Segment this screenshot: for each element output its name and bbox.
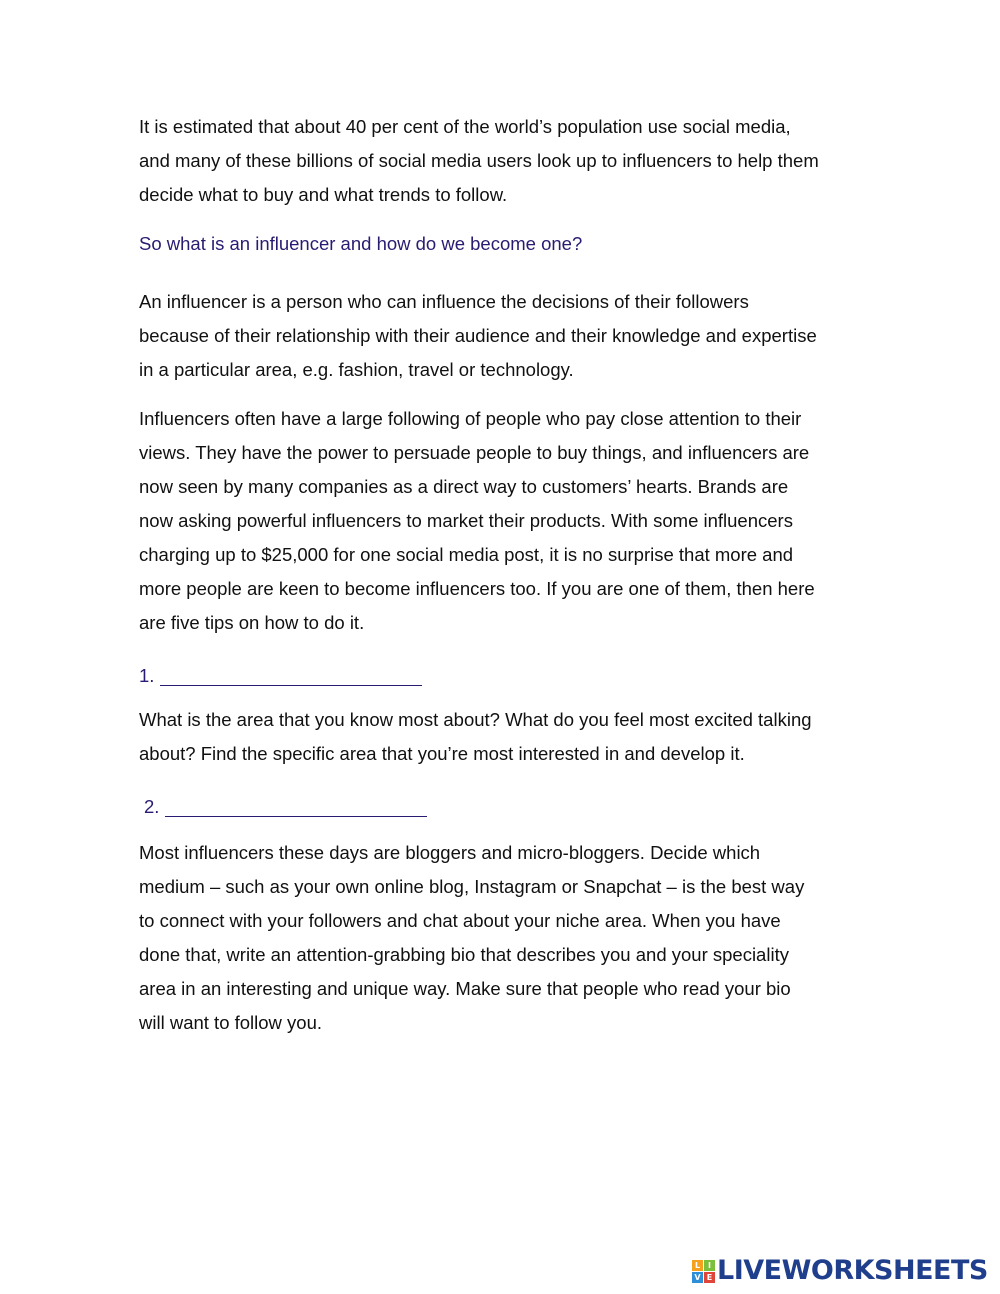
influencers-paragraph: Influencers often have a large following of people who pay close attention to their views. They have the power to persuade people to buy things, and influencers are now seen by many companies as a direct way to customers’ hearts. Brands are now asking powerful influencers to market their products. With some influencers charging up to $25,000 for one social media post, it is no surprise that more and more people are keen to become influencers too. If you are one of them, then here are five tips on how to do it. (139, 408, 815, 633)
logo-mark-letter: L (692, 1260, 703, 1271)
tip-2-paragraph: Most influencers these days are bloggers and micro-bloggers. Decide which medium – such as your own online blog, Instagram or Snapchat – is the best way to connect with your followers and chat about your niche area. When you have done that, write an attention-grabbing bio that describes you and your speciality area in an interesting and unique way. Make sure that people who read your bio will want to follow you. (139, 842, 805, 1033)
logo-mark-letter: V (692, 1272, 703, 1283)
intro-paragraph: It is estimated that about 40 per cent of the world’s population use social media, and many of these billions of social media users look up to influencers to help them decide what to buy and what trends to follow. (139, 116, 819, 205)
tip-1-answer-blank[interactable] (160, 659, 422, 686)
liveworksheets-logo[interactable] (692, 1256, 988, 1286)
question-heading: So what is an influencer and how do we become one? (139, 233, 583, 254)
tip-2-heading (144, 786, 427, 824)
logo-mark-letter: I (704, 1260, 715, 1271)
tip-2-answer-blank[interactable] (165, 790, 427, 817)
liveworksheets-logo-icon (692, 1260, 715, 1283)
tip-2-number: 2. (144, 796, 160, 817)
tip-1-heading (139, 655, 422, 693)
liveworksheets-logo-text: LIVEWORKSHEETS (717, 1255, 988, 1286)
logo-mark-letter: E (704, 1272, 715, 1283)
tip-1-paragraph: What is the area that you know most about? What do you feel most excited talking about? Find the specific area that you’re most interested in and develop it. (139, 709, 812, 764)
tip-1-number: 1. (139, 665, 155, 686)
definition-paragraph: An influencer is a person who can influence the decisions of their followers because of their relationship with their audience and their knowledge and expertise in a particular area, e.g. fashion, travel or technology. (139, 291, 817, 380)
